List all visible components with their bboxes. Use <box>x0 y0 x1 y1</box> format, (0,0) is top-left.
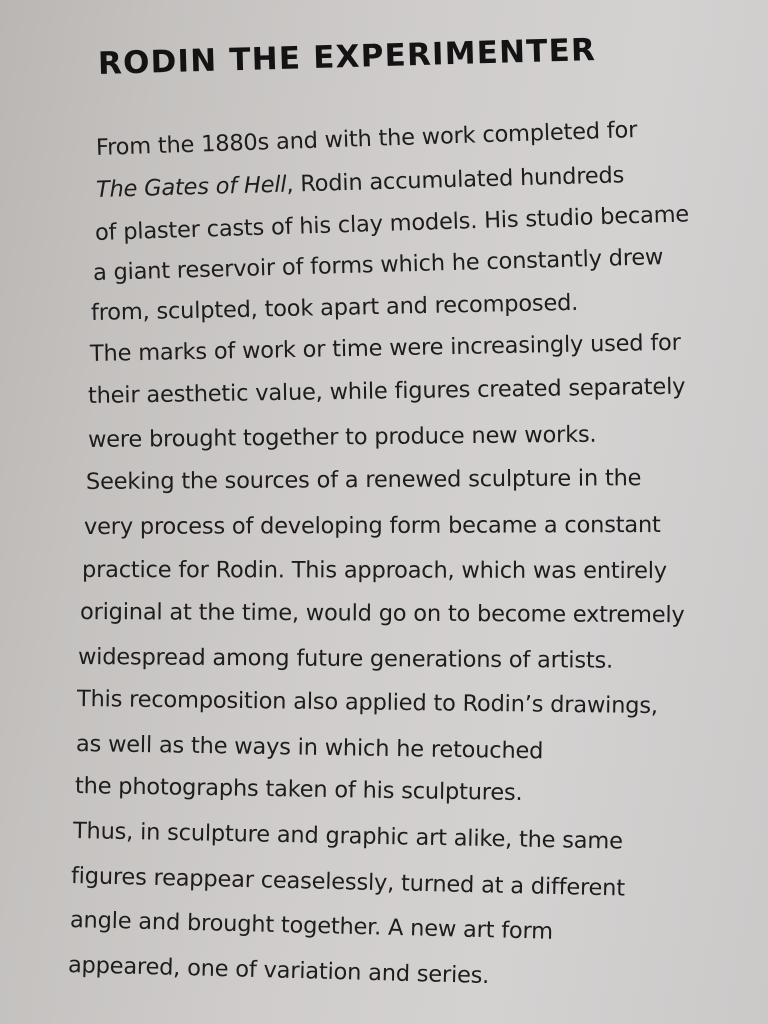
body-text-line: their aesthetic value, while figures created separately <box>87 373 686 409</box>
body-text-line: as well as the ways in which he retouched <box>75 731 544 765</box>
artwork-title: The Gates of Hell <box>95 171 287 203</box>
body-text-line: a giant reservoir of forms which he constantly drew <box>92 244 664 286</box>
body-text-line: From the 1880s and with the work completed for <box>95 117 638 161</box>
body-text-line: of plaster casts of his clay models. His studio became <box>94 201 690 246</box>
body-text-line: figures reappear ceaselessly, turned at a different <box>70 863 626 902</box>
body-text-line: The marks of work or time were increasingly used for <box>89 329 681 367</box>
body-text-line: very process of developing form became a constant <box>83 511 661 540</box>
body-text-line: Seeking the sources of a renewed sculpture in the <box>85 465 642 495</box>
body-text-line: angle and brought together. A new art form <box>69 907 554 945</box>
body-text-line: were brought together to produce new works. <box>87 421 597 453</box>
body-text-line: the photographs taken of his sculptures. <box>74 773 523 807</box>
body-text-line: from, sculpted, took apart and recomposed. <box>90 289 579 326</box>
body-text-line: appeared, one of variation and series. <box>67 952 490 990</box>
body-text-line: original at the time, would go on to become extremely <box>79 599 685 629</box>
body-text-line: The Gates of Hell, Rodin accumulated hundreds <box>95 162 625 203</box>
body-text-line: This recomposition also applied to Rodin’s drawings, <box>76 686 658 720</box>
panel-title: RODIN THE EXPERIMENTER <box>97 32 597 82</box>
body-text-line: practice for Rodin. This approach, which was entirely <box>81 557 667 585</box>
body-text-line: widespread among future generations of artists. <box>77 644 614 674</box>
body-text-line: Thus, in sculpture and graphic art alike, the same <box>72 818 623 855</box>
